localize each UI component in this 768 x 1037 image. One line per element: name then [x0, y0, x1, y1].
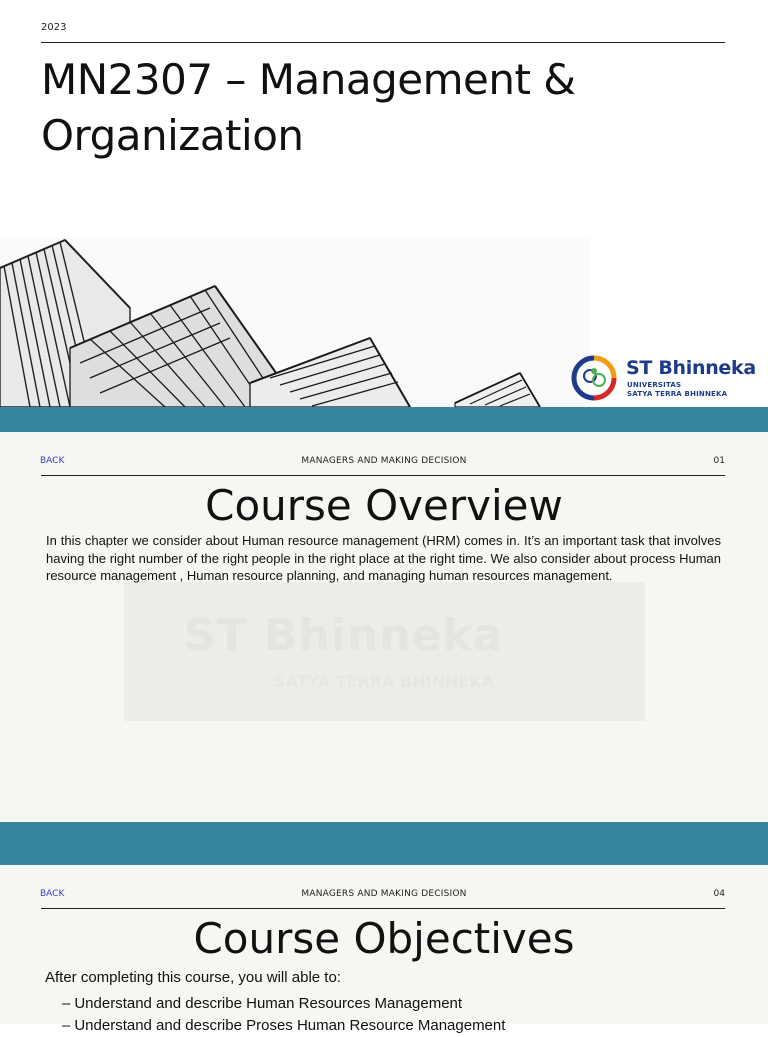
course-overview-slide: [0, 432, 768, 822]
course-objectives-slide: [0, 865, 768, 1034]
slide-separator-band: [0, 407, 768, 432]
slide-title: Course Objectives: [193, 914, 575, 963]
objectives-intro: After completing this course, you will able to:: [45, 969, 341, 986]
section-label: MANAGERS AND MAKING DECISION: [301, 889, 467, 899]
objectives-list: [62, 993, 505, 1037]
year-label: 2023: [41, 22, 67, 33]
objective-text: Understand and describe Proses Human Resource Management: [74, 1017, 506, 1034]
divider: [41, 475, 725, 476]
logo-subtitle-1: UNIVERSITAS: [627, 381, 682, 389]
back-link[interactable]: BACK: [40, 889, 65, 899]
logo-subtitle-2: SATYA TERRA BHINNEKA: [627, 390, 728, 398]
university-logo: [568, 352, 758, 408]
title-slide: [0, 0, 768, 407]
logo-mark-icon: [570, 354, 618, 402]
slide-title: Course Overview: [205, 481, 563, 530]
page-number: 04: [713, 889, 725, 899]
course-title: MN2307 – Management & Organization: [41, 55, 576, 160]
watermark-image: [124, 582, 645, 721]
divider: [41, 42, 725, 43]
bullet-dash: –: [62, 1017, 71, 1034]
list-item: [62, 993, 505, 1015]
logo-name: ST Bhinneka: [626, 357, 756, 379]
watermark-logo-text: ST Bhinneka: [184, 610, 504, 661]
bullet-dash: –: [62, 995, 71, 1012]
watermark-logo-subtitle: SATYA TERRA BHINNEKA: [274, 672, 495, 691]
slide-separator-band: [0, 822, 768, 865]
divider: [41, 908, 725, 909]
objective-text: Understand and describe Human Resources Management: [74, 995, 463, 1012]
page-number: 01: [713, 456, 725, 466]
buildings-image: [0, 238, 590, 407]
back-link[interactable]: BACK: [40, 456, 65, 466]
list-item: [62, 1015, 505, 1037]
section-label: MANAGERS AND MAKING DECISION: [301, 456, 467, 466]
overview-paragraph: In this chapter we consider about Human resource management (HRM) comes in. It’s an important task that involves having the right number of the right people in the right place at the right time. We also consider about process Human resource management , Human resource planning, and managing human resources management.: [46, 533, 721, 584]
